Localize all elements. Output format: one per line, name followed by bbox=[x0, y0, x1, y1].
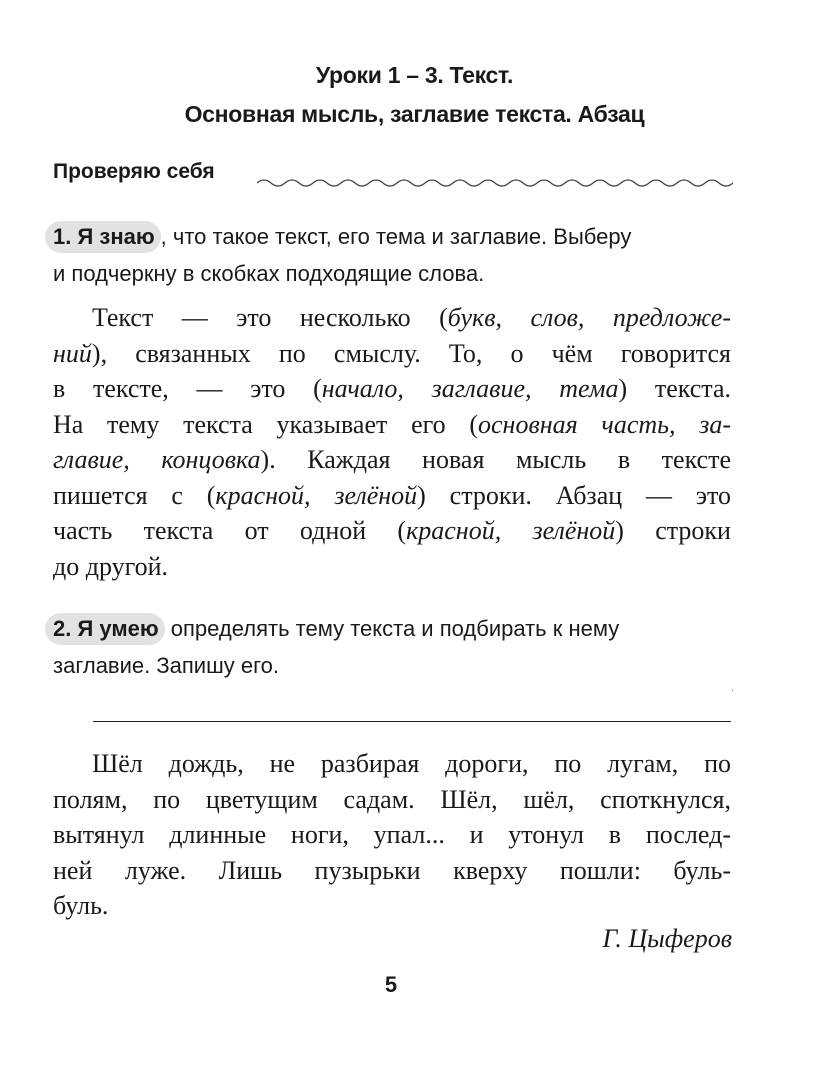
task-1-line-1 bbox=[53, 218, 733, 255]
page-number: 5 bbox=[384, 972, 398, 997]
choice-words[interactable]: основная часть, за- bbox=[478, 409, 731, 439]
task-instruction: определять тему текста и подбирать к нему bbox=[164, 616, 620, 641]
choice-words[interactable]: красной, зелёной bbox=[215, 480, 418, 510]
task-instruction-cont: и подчеркну в скобках подходящие слова. bbox=[53, 261, 485, 286]
task-number: 1. bbox=[53, 224, 72, 249]
lesson-title: Уроки 1 – 3. Текст. bbox=[315, 62, 514, 88]
task-lead: Я знаю bbox=[77, 224, 155, 249]
task-number-badge bbox=[45, 221, 161, 253]
choice-words[interactable]: букв, слов, предложе- bbox=[447, 303, 731, 332]
task-instruction: , что такое текст, его тема и заглавие. Выберу bbox=[160, 224, 632, 249]
stray-mark: · bbox=[731, 686, 735, 697]
text-fragment: в тексте, — это ( bbox=[53, 374, 322, 403]
text-line bbox=[53, 478, 731, 514]
text-fragment: ), связанных по смыслу. То, о чём говорится bbox=[91, 338, 731, 368]
author: Г. Цыферов bbox=[602, 924, 732, 953]
text-line bbox=[53, 513, 731, 549]
text-fragment: ). Каждая новая мысль в тексте bbox=[260, 445, 731, 474]
text-fragment: ) текста. bbox=[618, 374, 731, 403]
text-line bbox=[53, 407, 731, 443]
answer-line[interactable] bbox=[93, 721, 731, 722]
text-fragment: часть текста от одной ( bbox=[53, 516, 407, 545]
text-fragment: На тему текста указывает его ( bbox=[53, 409, 478, 439]
choice-words[interactable]: ний bbox=[53, 338, 92, 368]
lesson-subtitle: Основная мысль, заглавие текста. Абзац bbox=[184, 101, 645, 127]
text-line bbox=[53, 442, 731, 478]
text-line: до другой. bbox=[53, 551, 169, 581]
task-2 bbox=[53, 610, 733, 684]
text-line: буль. bbox=[53, 891, 109, 920]
task-number-badge bbox=[45, 613, 165, 645]
text-fragment: ) строки. Абзац — это bbox=[417, 480, 731, 510]
text-line bbox=[53, 371, 731, 407]
text-line bbox=[53, 336, 731, 372]
choice-words[interactable]: красной, зелёной bbox=[406, 516, 616, 545]
wavy-underline bbox=[255, 176, 733, 190]
story-text bbox=[53, 746, 731, 924]
task-lead: Я умею bbox=[77, 616, 159, 641]
text-fragment: Текст — это несколько ( bbox=[92, 303, 448, 332]
exercise-text bbox=[53, 300, 731, 584]
text-line: ней луже. Лишь пузырьки кверху пошли: буль- bbox=[53, 855, 731, 885]
text-fragment: пишется с ( bbox=[53, 480, 216, 510]
task-instruction-cont: заглавие. Запишу его. bbox=[53, 653, 279, 678]
choice-words[interactable]: главие, концовка bbox=[53, 445, 261, 474]
task-2-line-1 bbox=[53, 610, 733, 647]
section-heading: Проверяю себя bbox=[53, 160, 215, 183]
text-fragment: ) строки bbox=[615, 516, 731, 545]
task-1 bbox=[53, 218, 733, 292]
text-line: вытянул длинные ноги, упал... и утонул в послед- bbox=[53, 820, 731, 849]
text-line: Шёл дождь, не разбирая дороги, по лугам, по bbox=[92, 749, 731, 778]
text-line bbox=[53, 300, 731, 336]
task-number: 2. bbox=[53, 616, 72, 641]
text-line: полям, по цветущим садам. Шёл, шёл, споткнулся, bbox=[53, 784, 731, 814]
choice-words[interactable]: начало, заглавие, тема bbox=[321, 374, 619, 403]
